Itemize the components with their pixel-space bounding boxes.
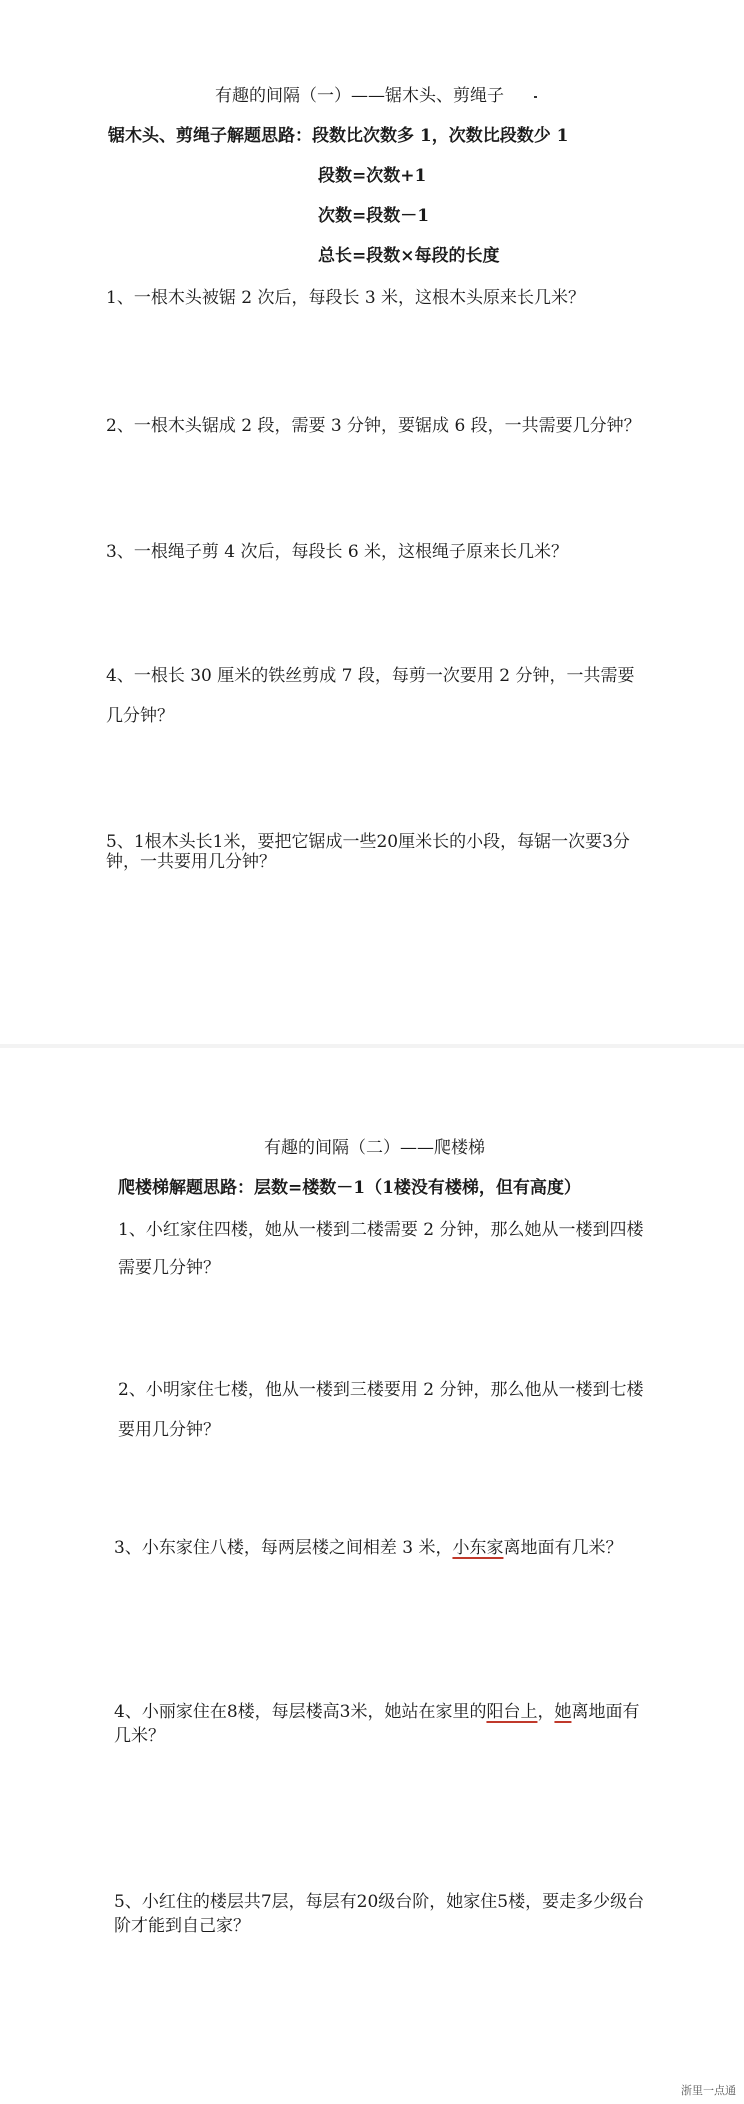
worksheet-page-2 (0, 1048, 744, 2104)
question-4-comma: ， (537, 1702, 555, 1722)
highlighted-text: 阳台上 (486, 1702, 538, 1722)
page-title: 有趣的间隔（二）——爬楼梯 (264, 1138, 485, 1158)
formula: 总长=段数×每段的长度 (318, 246, 500, 266)
question-4-text: 4、小丽家住在8楼，每层楼高3米，她站在家里的 (114, 1702, 487, 1722)
question-3-text-end: 离地面有几米？ (503, 1538, 623, 1558)
question-5: 5、1根木头长1米，要把它锯成一些20厘米长的小段，每锯一次要3分 (106, 832, 630, 852)
highlighted-text: 她 (554, 1702, 572, 1722)
solution-approach: 爬楼梯解题思路：层数=楼数－1（1楼没有楼梯，但有高度） (118, 1178, 581, 1198)
question-2: 2、一根木头锯成 2 段，需要 3 分钟，要锯成 6 段，一共需要几分钟？ (106, 416, 641, 436)
page-title: 有趣的间隔（一）——锯木头、剪绳子 (215, 86, 504, 106)
question-2-continued: 要用几分钟？ (118, 1420, 220, 1440)
question-1: 1、小红家住四楼，她从一楼到二楼需要 2 分钟，那么她从一楼到四楼 (118, 1220, 644, 1240)
question-4: 4、一根长 30 厘米的铁丝剪成 7 段，每剪一次要用 2 分钟，一共需要 (106, 666, 635, 686)
question-4 (114, 1700, 639, 1724)
question-1: 1、一根木头被锯 2 次后，每段长 3 米，这根木头原来长几米？ (106, 288, 586, 308)
question-5: 5、小红住的楼层共7层，每层有20级台阶，她家住5楼，要走多少级台 (114, 1892, 645, 1912)
stray-mark (534, 96, 537, 98)
question-3: 3、一根绳子剪 4 次后，每段长 6 米，这根绳子原来长几米？ (106, 542, 569, 562)
solution-approach: 锯木头、剪绳子解题思路：段数比次数多 1，次数比段数少 1 (108, 126, 569, 146)
question-4-text-end: 离地面有 (571, 1702, 640, 1722)
highlighted-text: 小东家 (452, 1538, 504, 1558)
question-5-continued: 阶才能到自己家？ (114, 1916, 250, 1936)
question-4-continued: 几分钟？ (106, 706, 174, 726)
worksheet-page-1 (0, 0, 744, 1048)
question-3-text: 3、小东家住八楼，每两层楼之间相差 3 米， (114, 1538, 453, 1558)
question-4-continued: 几米？ (114, 1726, 165, 1746)
formula: 次数=段数－1 (318, 206, 430, 226)
question-5-continued: 钟，一共要用几分钟？ (106, 852, 276, 872)
watermark: 浙里一点通 (681, 2084, 736, 2097)
question-1-continued: 需要几分钟？ (118, 1258, 220, 1278)
question-2: 2、小明家住七楼，他从一楼到三楼要用 2 分钟，那么他从一楼到七楼 (118, 1380, 644, 1400)
formula: 段数=次数+1 (318, 166, 427, 186)
question-3 (114, 1536, 622, 1560)
